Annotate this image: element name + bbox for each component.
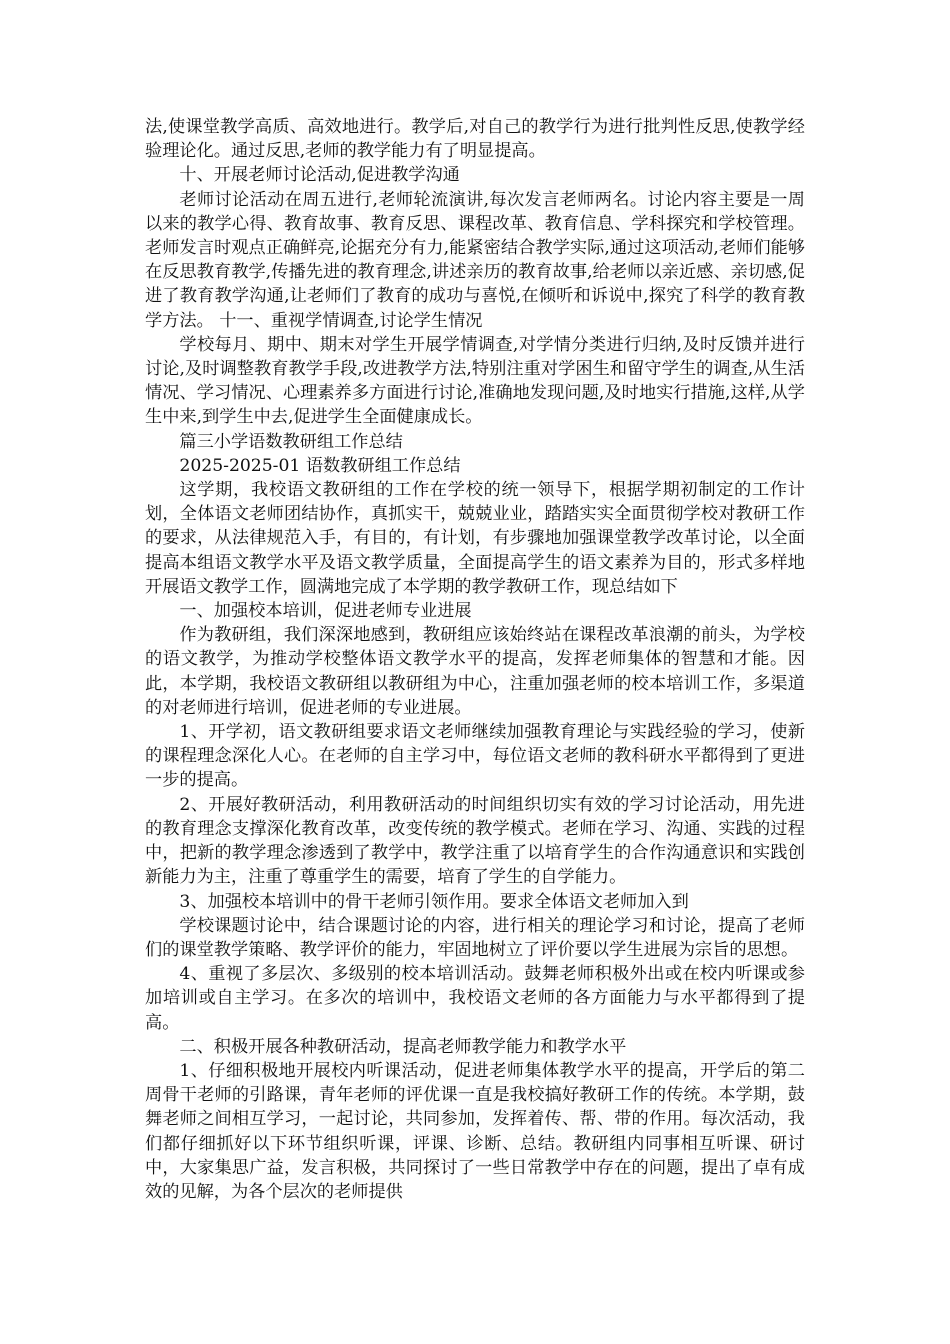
paragraph: 老师讨论活动在周五进行,老师轮流演讲,每次发言老师两名。讨论内容主要是一周以来的教学心得、教育故事、教育反思、课程改革、教育信息、学科探究和学校管理。老师发言时观点正确鲜亮,论据充分有力,能紧密结合教学实际,通过这项活动,老师们能够在反思教育教学,传播先进的教育理念,讲述亲历的教育故事,给老师以亲近感、亲切感,促进了教育教学沟通,让老师们了教育的成功与喜悦,在倾听和诉说中,探究了科学的教育教学方法。 十一、重视学情调查,讨论学生情况 <box>145 189 805 331</box>
list-item: 4、重视了多层次、多级别的校本培训活动。鼓舞老师积极外出或在校内听课或参加培训或自主学习。在多次的培训中，我校语文老师的各方面能力与水平都得到了提高。 <box>145 964 805 1033</box>
article-subtitle: 2025-2025-01 语数教研组工作总结 <box>179 455 461 476</box>
article-title: 篇三小学语数教研组工作总结 <box>179 431 403 452</box>
paragraph-continuation: 法,使课堂教学高质、高效地进行。教学后,对自己的教学行为进行批判性反思,使教学经验理论化。通过反思,老师的教学能力有了明显提高。 <box>145 117 805 162</box>
list-item: 3、加强校本培训中的骨干老师引领作用。要求全体语文老师加入到 <box>179 891 689 912</box>
paragraph: 作为教研组，我们深深地感到，教研组应该始终站在课程改革浪潮的前头，为学校的语文教学，为推动学校整体语文教学水平的提高，发挥老师集体的智慧和才能。因此，本学期，我校语文教研组以教研组为中心，注重加强老师的校本培训工作，多渠道的对老师进行培训，促进老师的专业进展。 <box>145 625 805 718</box>
section-heading-10: 十、开展老师讨论活动,促进教学沟通 <box>179 165 460 186</box>
list-item: 1、开学初，语文教研组要求语文老师继续加强教育理论与实践经验的学习，使新的课程理念深化人心。在老师的自主学习中，每位语文老师的教科研水平都得到了更进一步的提高。 <box>145 722 805 791</box>
paragraph: 学校每月、期中、期末对学生开展学情调查,对学情分类进行归纳,及时反馈并进行讨论,及时调整教育教学手段,改进教学方法,特别注重对学困生和留守学生的调查,从生活情况、学习情况、心理素养多方面进行讨论,准确地发现问题,及时地实行措施,这样,从学生中来,到学生中去,促进学生全面健康成长。 <box>145 334 805 428</box>
paragraph: 这学期，我校语文教研组的工作在学校的统一领导下，根据学期初制定的工作计划，全体语文老师团结协作，真抓实干，兢兢业业，踏踏实实全面贯彻学校对教研工作的要求，从法律规范入手，有目的，有计划，有步骤地加强课堂教学改革讨论，以全面提高本组语文教学水平及语文教学质量，全面提高学生的语文素养为目的，形式多样地开展语文教学工作，圆满地完成了本学期的教学教研工作，现总结如下 <box>145 480 805 597</box>
paragraph: 学校课题讨论中，结合课题讨论的内容，进行相关的理论学习和讨论，提高了老师们的课堂教学策略、教学评价的能力，牢固地树立了评价要以学生进展为宗旨的思想。 <box>145 915 805 960</box>
list-item: 1、仔细积极地开展校内听课活动，促进老师集体教学水平的提高，开学后的第二周骨干老师的引路课，青年老师的评优课一直是我校搞好教研工作的传统。本学期，鼓舞老师之间相互学习，一起讨论，共同参加，发挥着传、帮、带的作用。每次活动，我们都仔细抓好以下环节组织听课，评课、诊断、总结。教研组内同事相互听课、研讨中，大家集思广益，发言积极，共同探讨了一些日常教学中存在的问题，提出了卓有成效的见解，为各个层次的老师提供 <box>145 1060 805 1202</box>
section-heading-1: 一、加强校本培训，促进老师专业进展 <box>179 601 472 622</box>
document-body <box>145 115 805 1204</box>
section-heading-2: 二、积极开展各种教研活动，提高老师教学能力和教学水平 <box>179 1036 627 1057</box>
list-item: 2、开展好教研活动，利用教研活动的时间组织切实有效的学习讨论活动，用先进的教育理念支撑深化教育改革，改变传统的教学模式。老师在学习、沟通、实践的过程中，把新的教学理念渗透到了教学中，教学注重了以培育学生的合作沟通意识和实践创新能力为主，注重了尊重学生的需要，培育了学生的自学能力。 <box>145 794 805 888</box>
